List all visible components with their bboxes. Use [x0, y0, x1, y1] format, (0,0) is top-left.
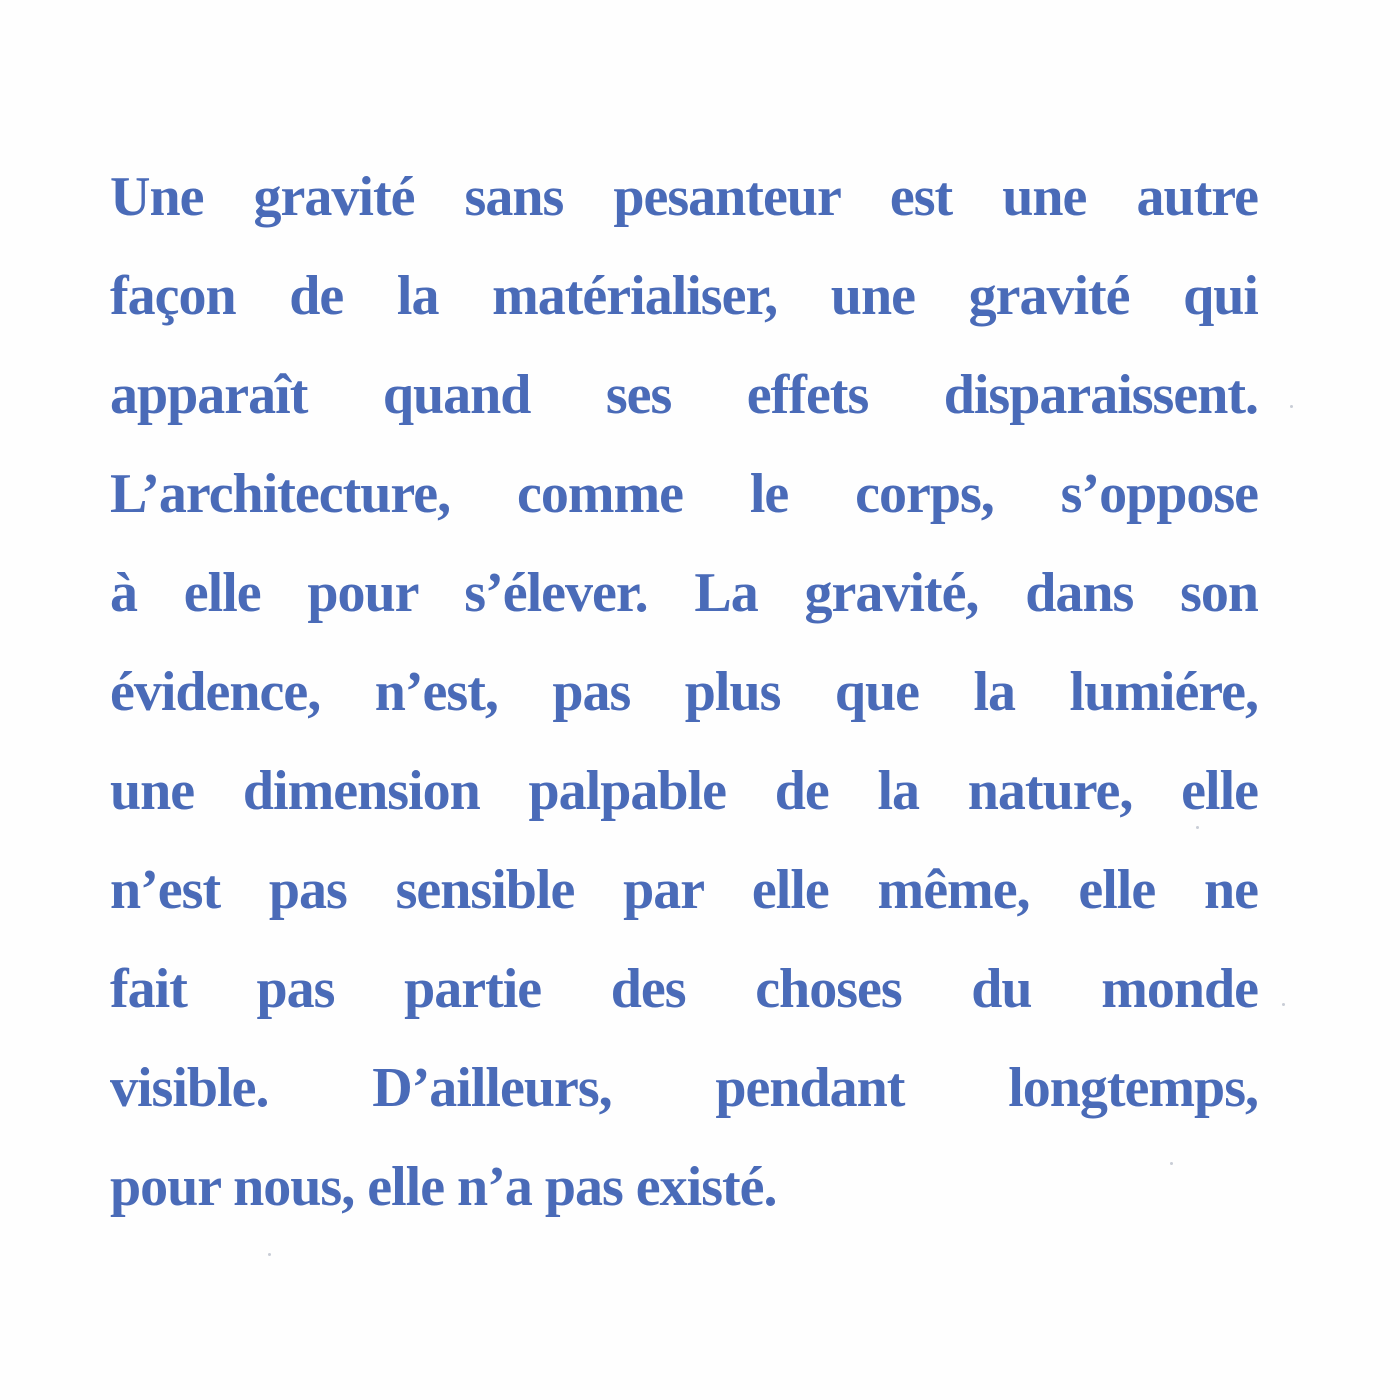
- text-line: évidence, n’est, pas plus que la lumiére,: [110, 661, 1258, 723]
- text-line: visible. D’ailleurs, pendant longtemps,: [110, 1057, 1258, 1119]
- text-line: n’est pas sensible par elle même, elle ne: [110, 859, 1258, 921]
- paper-speck: [1196, 826, 1199, 829]
- text-line: façon de la matérialiser, une gravité qui: [110, 265, 1258, 327]
- paper-speck: [1290, 405, 1293, 408]
- text-line: Une gravité sans pesanteur est une autre: [110, 166, 1258, 228]
- text-line: à elle pour s’élever. La gravité, dans son: [110, 562, 1258, 624]
- paper-speck: [1282, 1003, 1285, 1006]
- paragraph: [110, 148, 1258, 1237]
- paper-speck: [1170, 1162, 1173, 1165]
- text-line: une dimension palpable de la nature, elle: [110, 760, 1258, 822]
- text-line: pour nous, elle n’a pas existé.: [110, 1156, 777, 1218]
- text-line: apparaît quand ses effets disparaissent.: [110, 364, 1258, 426]
- text-line: L’architecture, comme le corps, s’oppose: [110, 463, 1258, 525]
- text-line: fait pas partie des choses du monde: [110, 958, 1258, 1020]
- paper-speck: [268, 1253, 271, 1256]
